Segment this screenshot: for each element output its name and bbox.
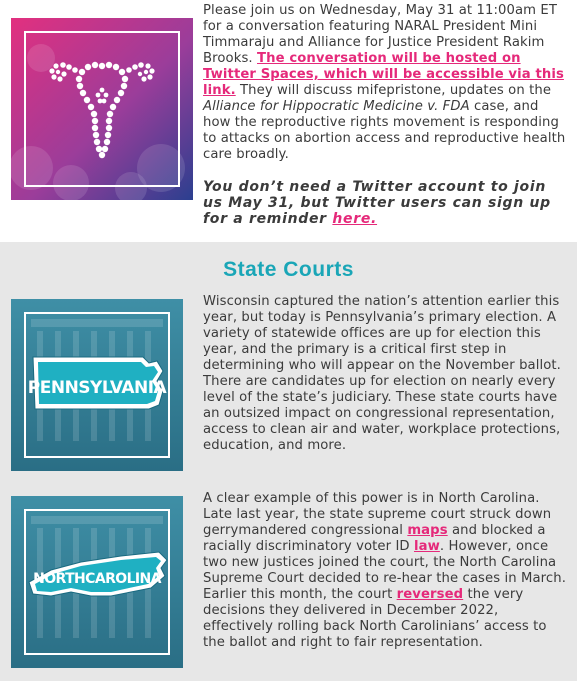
nc-text-part-2: and blocked a racially discriminatory voter ID — [203, 523, 546, 554]
nc-text-part-1: A clear example of this power is in North Carolina. Late last year, the state supreme court struck down gerrymandered congressional — [203, 491, 552, 538]
event-text-part-1: Please join us on Wednesday, May 31 at 11:00am ET for a conversation featuring NARAL President Mini Timmaraju and Alliance for Justice President Rakim Brooks. — [203, 3, 557, 66]
event-text-part-2: They will discuss mifepristone, updates on the — [235, 83, 552, 98]
state-courts-heading: State Courts — [223, 258, 354, 281]
pennsylvania-graphic-svg — [11, 299, 183, 471]
nc-text-part-3: . However, once two new justices joined the court, the North Carolina Supreme Court decided to re-hear the cases in March. Earlier this month, the court — [203, 539, 566, 602]
twitter-spaces-link[interactable]: The conversation will be hosted on Twitter Spaces, which will be accessible via this link. — [203, 51, 564, 98]
case-name: Alliance for Hippocratic Medicine v. FDA — [203, 99, 470, 114]
pennsylvania-graphic-image — [11, 299, 183, 471]
uterus-graphic-svg — [11, 18, 193, 200]
pennsylvania-lettering: PENNSYLVANIA — [27, 378, 167, 398]
event-description — [203, 3, 569, 163]
north-carolina-graphic-image — [11, 496, 183, 668]
event-text-part-3: case, and how the reproductive rights movement is responding to attacks on abortion access and reproductive health care broadly. — [203, 99, 566, 162]
north-carolina-graphic-svg — [11, 496, 183, 668]
twitter-reminder-text — [203, 179, 569, 227]
reversed-link[interactable]: reversed — [396, 587, 464, 602]
north-carolina-paragraph — [203, 491, 569, 651]
maps-link[interactable]: maps — [407, 523, 448, 538]
pennsylvania-paragraph: Wisconsin captured the nation’s attention earlier this year, but today is Pennsylvania’s primary election. A variety of statewide offices are up for election this year, and the primary is a critical first step in determining who will appear on the November ballot. There are candidates up for election on nearly every level of the state’s judiciary. These state courts have an outsized impact on congressional representation, access to clean air and water, workplace protections, education, and more. — [203, 294, 561, 453]
uterus-graphic-image — [11, 18, 193, 200]
law-link[interactable]: law — [413, 539, 440, 554]
north-carolina-lettering: NORTHCAROLINA — [33, 571, 161, 587]
reminder-signup-link[interactable]: here. — [332, 211, 378, 227]
nc-text-part-4: the very decisions they delivered in December 2022, effectively rolling back North Carolinians’ access to the ballot and right to fair representation. — [203, 587, 547, 650]
reminder-text: You don’t need a Twitter account to join us May 31, but Twitter users can sign up for a reminder — [203, 179, 551, 227]
